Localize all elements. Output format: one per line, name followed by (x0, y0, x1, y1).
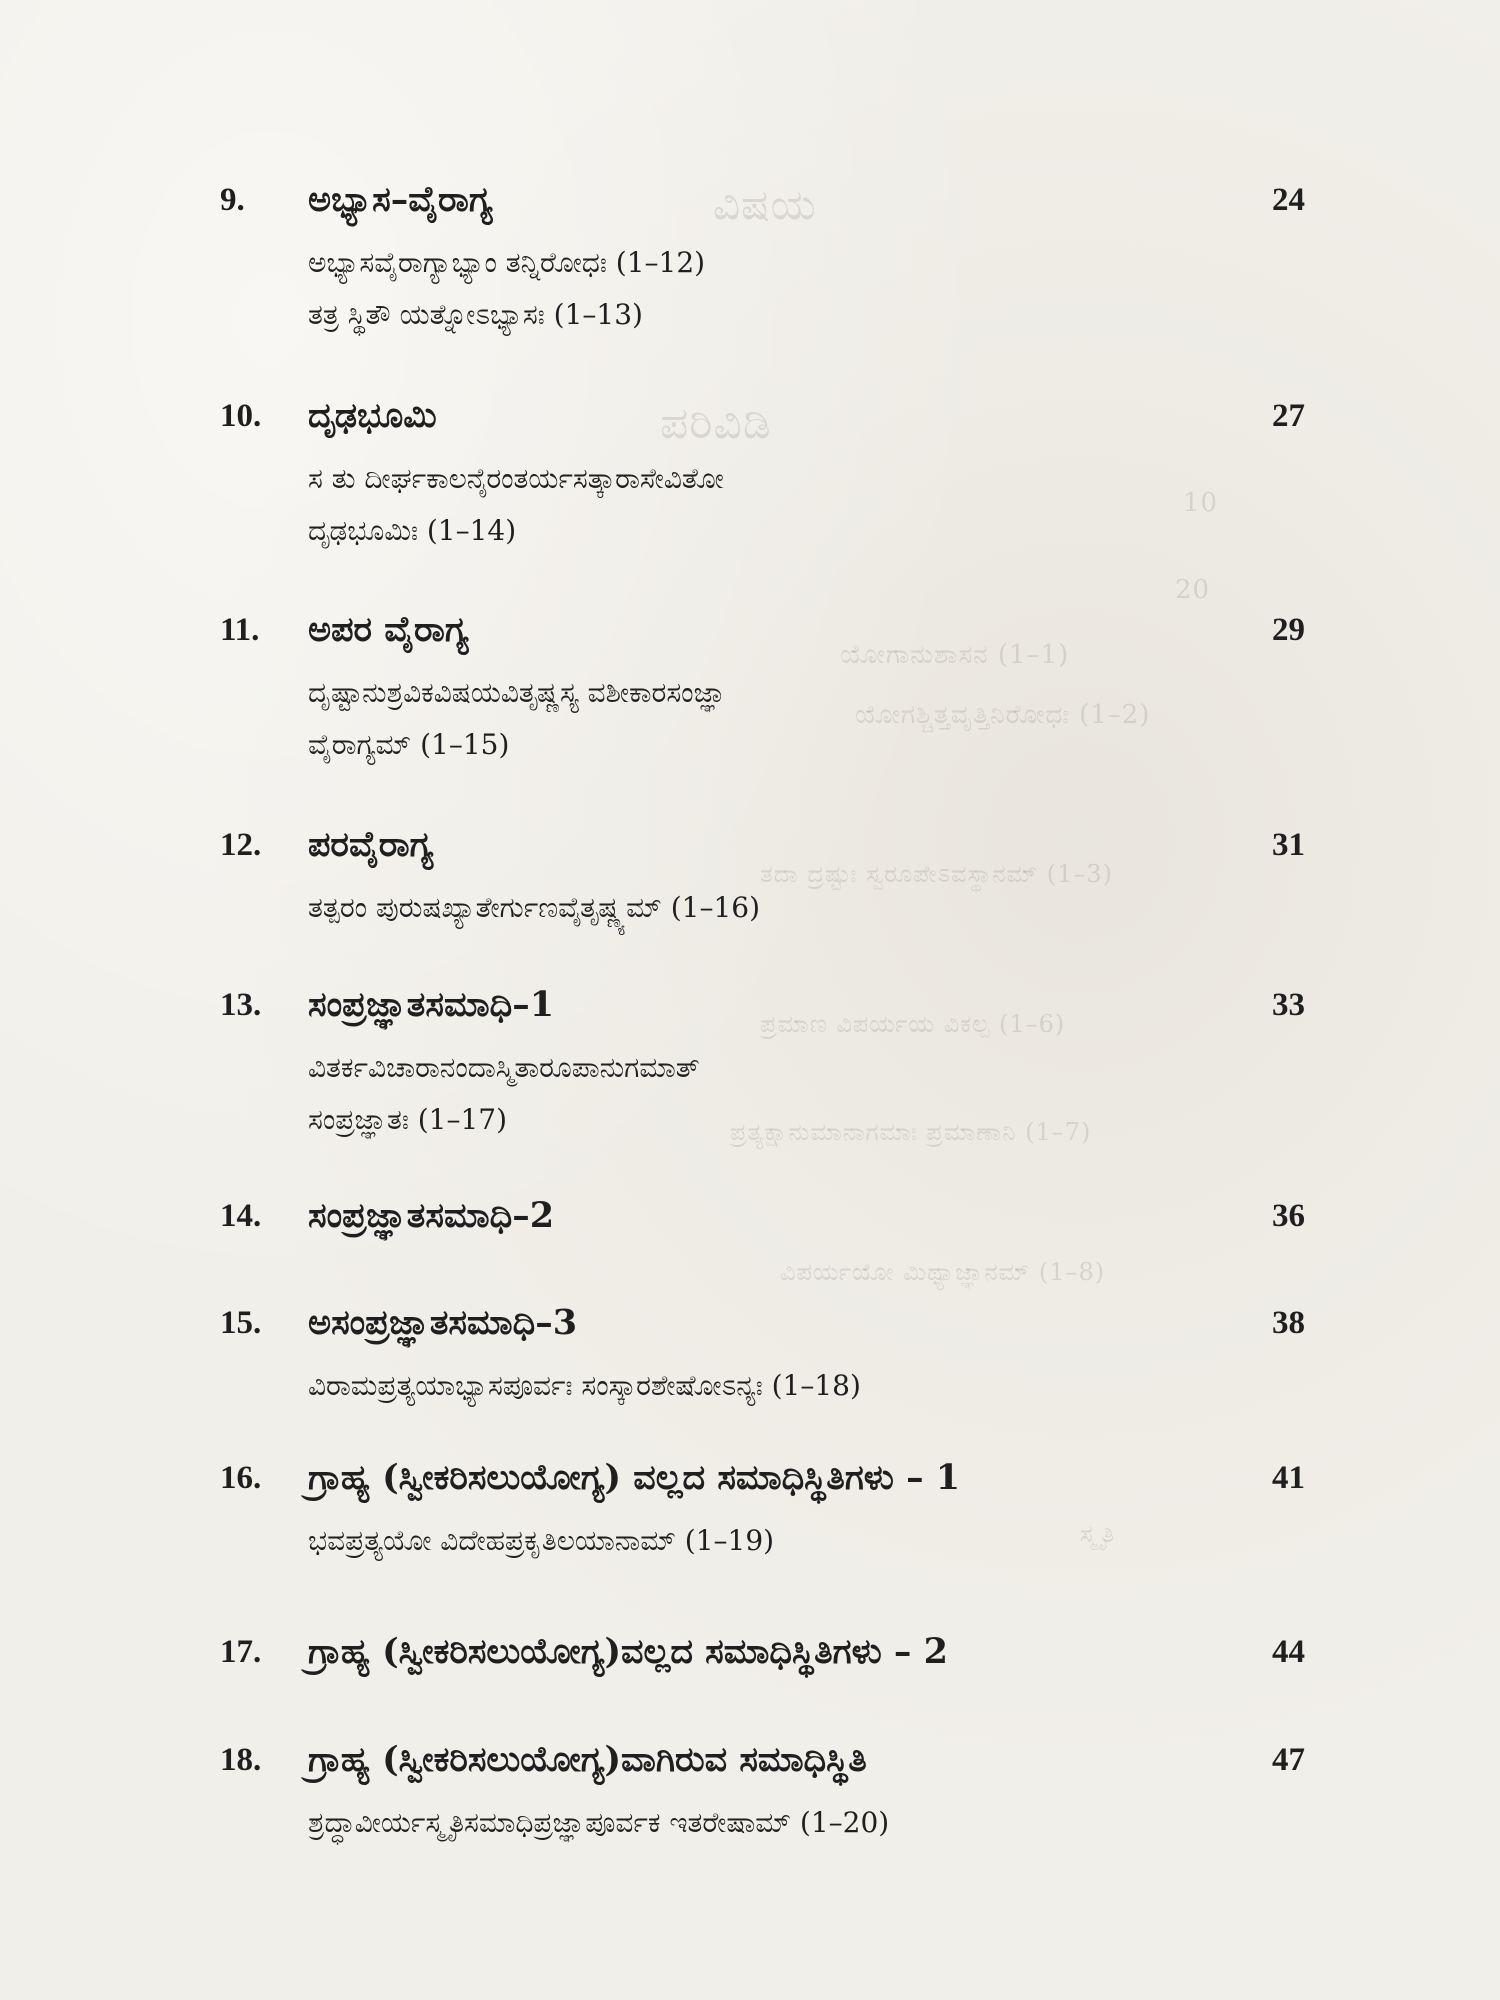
entry-page-number: 29 (1272, 612, 1305, 648)
entry-title: ಗ್ರಾಹ್ಯ (ಸ್ವೀಕರಿಸಲುಯೋಗ್ಯ)ವಲ್ಲದ ಸಮಾಧಿಸ್ಥಿತಿಗಳು – 2 (308, 1631, 948, 1672)
entry-page-number: 31 (1272, 827, 1305, 863)
entry-sutra-lines (308, 1360, 1188, 1412)
entry-page-number: 33 (1272, 987, 1305, 1023)
sutra-line: ತತ್ಪರಂ ಪುರುಷಖ್ಯಾತೇರ್ಗುಣವೈತೃಷ್ಣ್ಯಮ್ (1–16) (308, 891, 761, 924)
bleed-through-text: ತದಾ ದ್ರಷ್ಟುಃ ಸ್ವರೂಪೇಽವಸ್ಥಾನಮ್ (1–3) (760, 860, 1114, 888)
entry-page-number: 47 (1272, 1742, 1305, 1778)
entry-number: 11. (220, 612, 260, 648)
entry-sutra-lines (308, 1042, 1188, 1146)
entry-page-number: 41 (1272, 1460, 1305, 1496)
entry-number: 14. (220, 1198, 262, 1234)
sutra-line: ದೃಷ್ಟಾನುಶ್ರವಿಕವಿಷಯವಿತೃಷ್ಣಸ್ಯ ವಶೀಕಾರಸಂಜ್ಞಾ (308, 676, 727, 709)
bleed-through-text: ಯೋಗಶ್ಚಿತ್ತವೃತ್ತಿನಿರೋಧಃ (1–2) (855, 700, 1151, 730)
entry-sutra-lines (308, 1797, 1188, 1849)
entry-sutra-lines (308, 237, 1188, 341)
entry-number: 15. (220, 1305, 262, 1341)
sutra-line: ಸಂಪ್ರಜ್ಞಾತಃ (1–17) (308, 1103, 508, 1136)
sutra-line: ಭವಪ್ರತ್ಯಯೋ ವಿದೇಹಪ್ರಕೃತಿಲಯಾನಾಮ್ (1–19) (308, 1524, 775, 1557)
bleed-through-text: ಸ್ಮೃತಿ (1080, 1520, 1116, 1548)
entry-title: ದೃಢಭೂಮಿ (308, 395, 437, 436)
sutra-line: ವಿರಾಮಪ್ರತ್ಯಯಾಭ್ಯಾಸಪೂರ್ವಃ ಸಂಸ್ಕಾರಶೇಷೋಽನ್ಯಃ (1–18) (308, 1369, 861, 1402)
bleed-through-text: ವಿಷಯ (713, 180, 817, 229)
entry-sutra-lines (308, 1515, 1188, 1567)
sutra-line: ವಿತರ್ಕವಿಚಾರಾನಂದಾಸ್ಮಿತಾರೂಪಾನುಗಮಾತ್ (308, 1051, 700, 1084)
bleed-through-text: ಪರಿವಿಡಿ (660, 398, 772, 449)
entry-number: 18. (220, 1742, 262, 1778)
entry-page-number: 36 (1272, 1198, 1305, 1234)
entry-title: ಸಂಪ್ರಜ್ಞಾತಸಮಾಧಿ–1 (308, 984, 555, 1025)
entry-title: ಪರವೈರಾಗ್ಯ (308, 824, 434, 865)
entry-title: ಅಸಂಪ್ರಜ್ಞಾತಸಮಾಧಿ–3 (308, 1302, 578, 1343)
sutra-line: ದೃಢಭೂಮಿಃ (1–14) (308, 514, 517, 547)
entry-sutra-lines (308, 453, 1188, 557)
bleed-through-text: ಯೋಗಾನುಶಾಸನ (1–1) (840, 640, 1070, 670)
sutra-line: ವೈರಾಗ್ಯಮ್ (1–15) (308, 728, 510, 761)
entry-title: ಗ್ರಾಹ್ಯ (ಸ್ವೀಕರಿಸಲುಯೋಗ್ಯ) ವಲ್ಲದ ಸಮಾಧಿಸ್ಥಿತಿಗಳು – 1 (308, 1457, 961, 1498)
bleed-through-text: 10 (1183, 488, 1219, 518)
entry-title: ಸಂಪ್ರಜ್ಞಾತಸಮಾಧಿ–2 (308, 1195, 555, 1236)
entry-page-number: 38 (1272, 1305, 1305, 1341)
entry-number: 9. (220, 182, 245, 218)
entry-number: 10. (220, 398, 262, 434)
entry-page-number: 24 (1272, 182, 1305, 218)
entry-page-number: 44 (1272, 1634, 1305, 1670)
entry-title: ಅಭ್ಯಾಸ–ವೈರಾಗ್ಯ (308, 179, 493, 220)
sutra-line: ಶ್ರದ್ಧಾವೀರ್ಯಸ್ಮೃತಿಸಮಾಧಿಪ್ರಜ್ಞಾಪೂರ್ವಕ ಇತರೇಷಾಮ್ (1–20) (308, 1806, 890, 1839)
entry-number: 12. (220, 827, 262, 863)
entry-sutra-lines (308, 667, 1188, 771)
entry-sutra-lines (308, 882, 1188, 934)
sutra-line: ಸ ತು ದೀರ್ಘಕಾಲನೈರಂತರ್ಯಸತ್ಕಾರಾಸೇವಿತೋ (308, 462, 724, 495)
sutra-line: ಅಭ್ಯಾಸವೈರಾಗ್ಯಾಭ್ಯಾಂ ತನ್ನಿರೋಧಃ (1–12) (308, 246, 706, 279)
bleed-through-text: ಪ್ರತ್ಯಕ್ಷಾನುಮಾನಾಗಮಾಃ ಪ್ರಮಾಣಾನಿ (1–7) (730, 1118, 1092, 1146)
entry-title: ಅಪರ ವೈರಾಗ್ಯ (308, 609, 469, 650)
entry-number: 17. (220, 1634, 262, 1670)
sutra-line: ತತ್ರ ಸ್ಥಿತೌ ಯತ್ನೋಽಭ್ಯಾಸಃ (1–13) (308, 298, 643, 331)
entry-number: 16. (220, 1460, 262, 1496)
bleed-through-text: 20 (1175, 575, 1211, 605)
bleed-through-text: ವಿಪರ್ಯಯೋ ಮಿಥ್ಯಾಜ್ಞಾನಮ್ (1–8) (780, 1258, 1106, 1286)
bleed-through-text: ಪ್ರಮಾಣ ವಿಪರ್ಯಯ ವಿಕಲ್ಪ (1–6) (760, 1010, 1066, 1038)
entry-title: ಗ್ರಾಹ್ಯ (ಸ್ವೀಕರಿಸಲುಯೋಗ್ಯ)ವಾಗಿರುವ ಸಮಾಧಿಸ್ಥಿತಿ (308, 1739, 867, 1780)
entry-page-number: 27 (1272, 398, 1305, 434)
entry-number: 13. (220, 987, 262, 1023)
